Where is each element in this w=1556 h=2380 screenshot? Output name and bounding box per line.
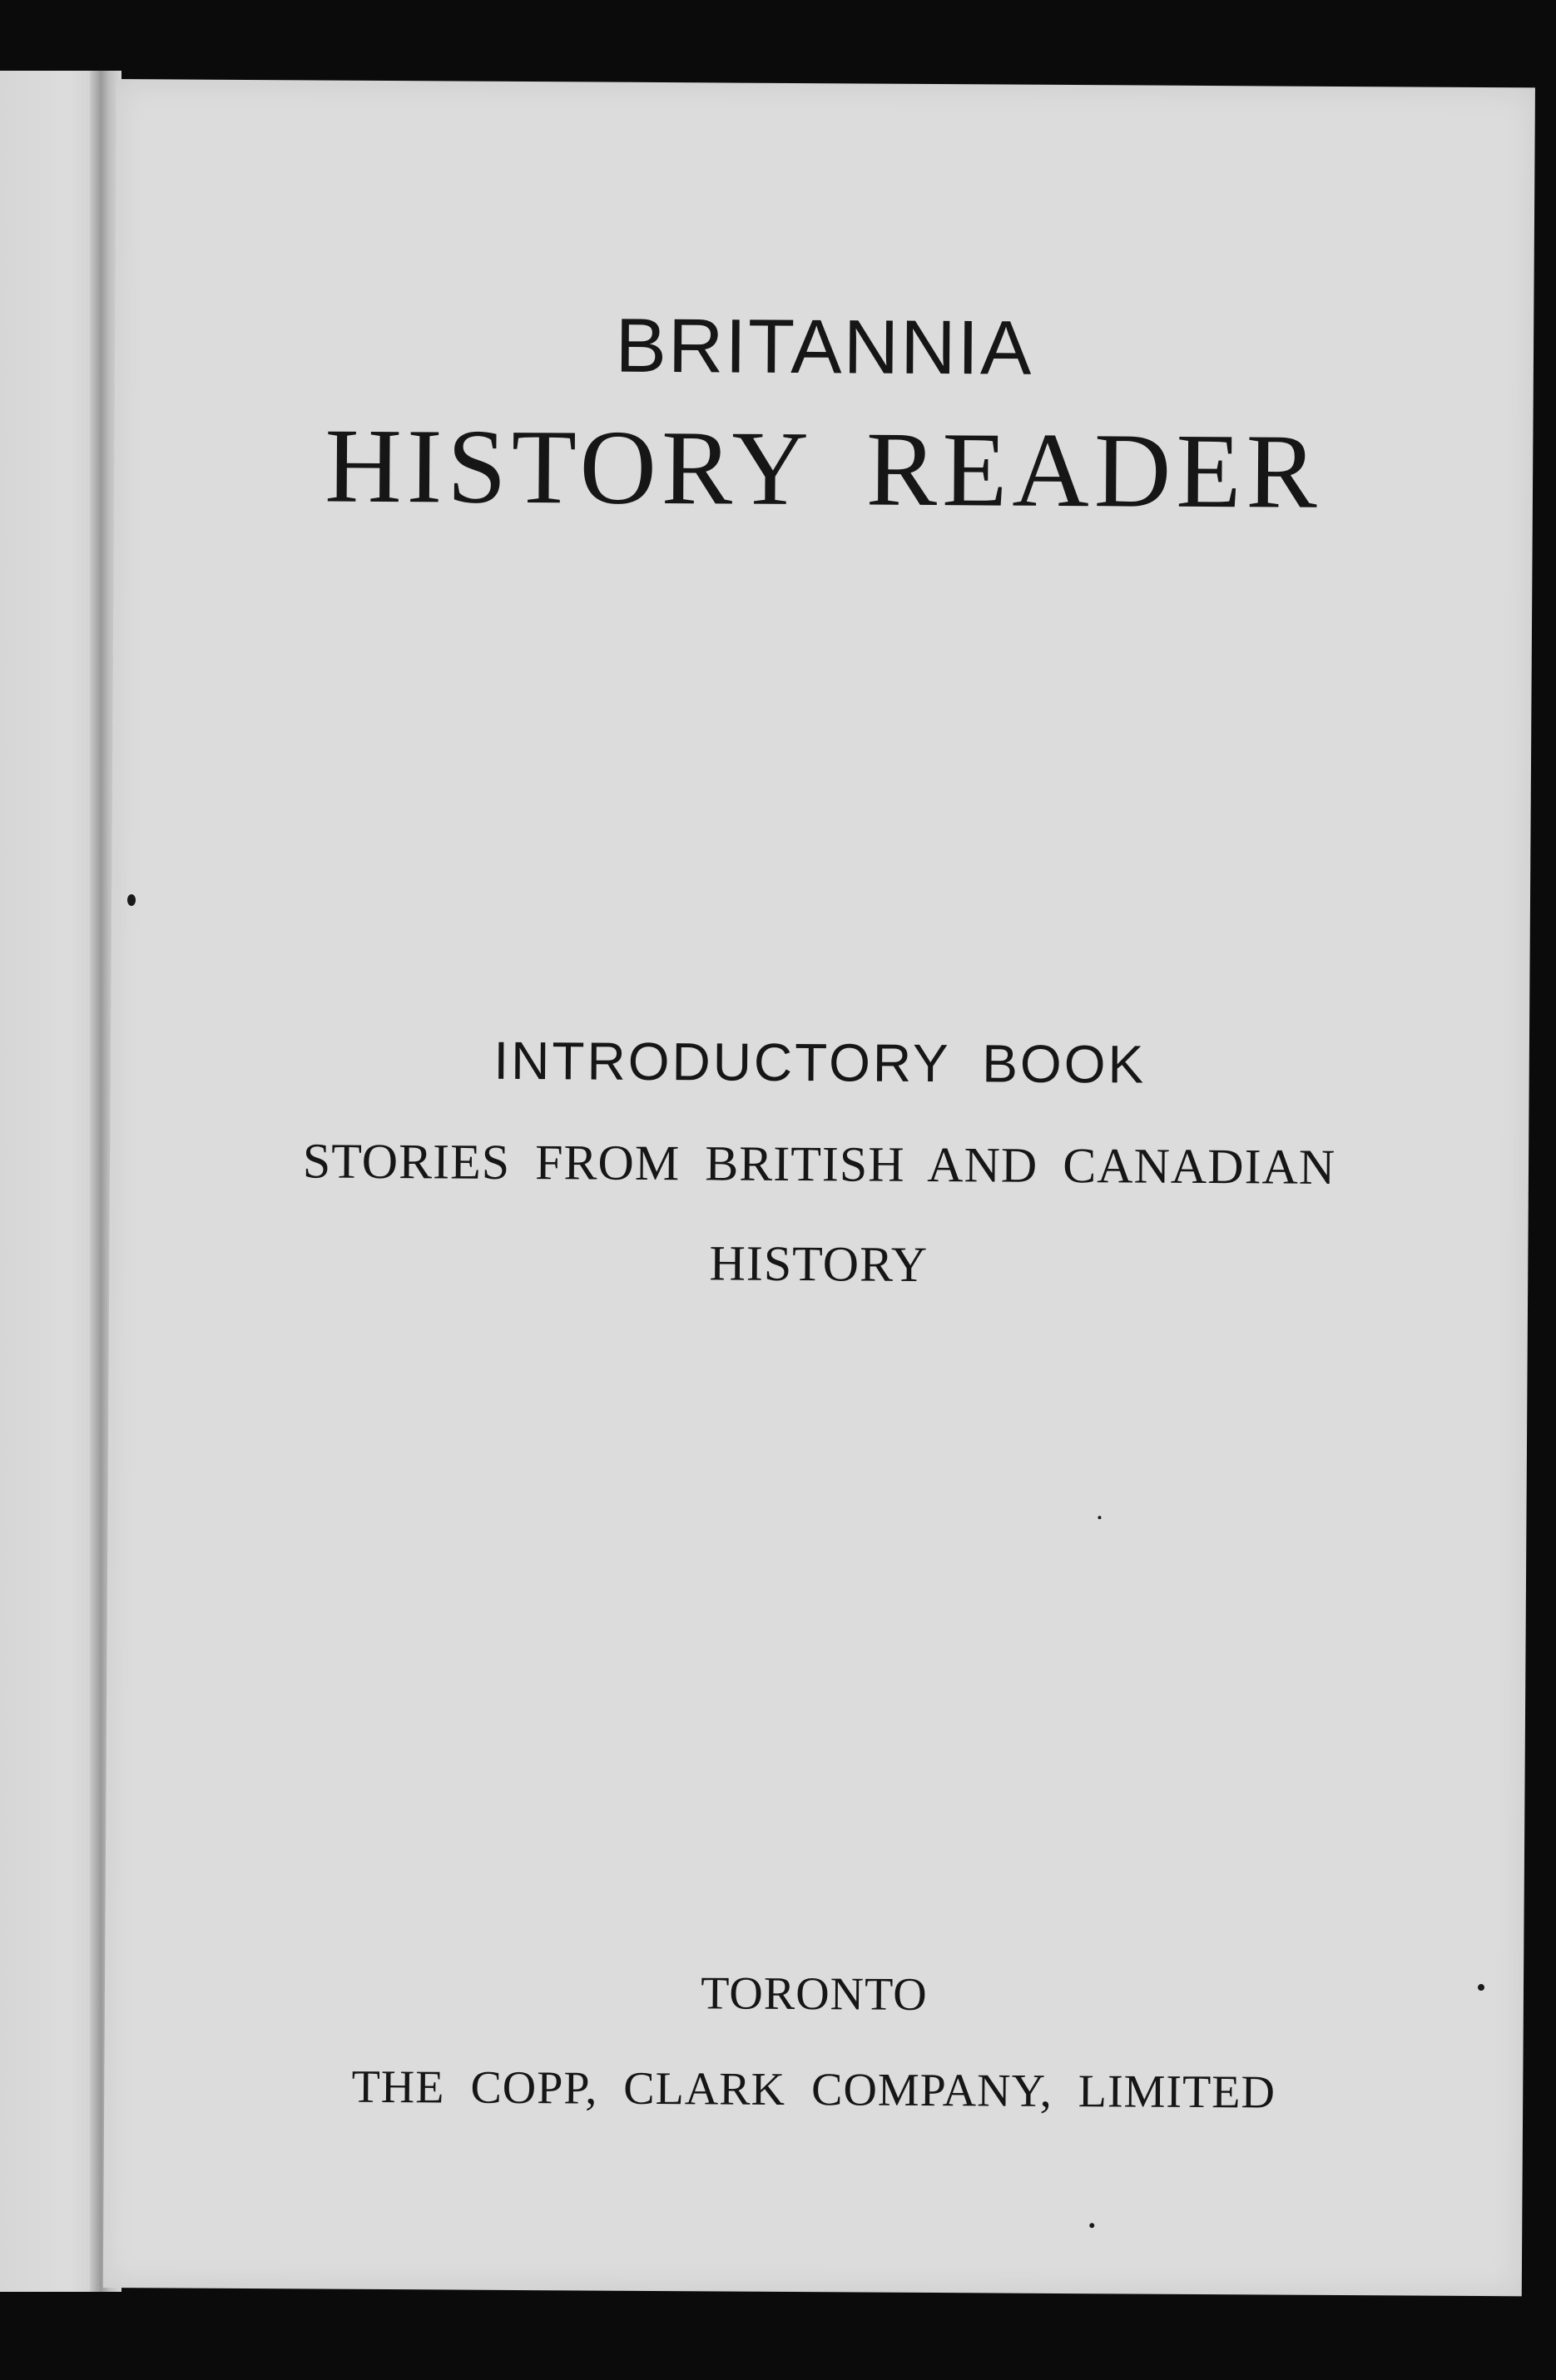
dust-speck — [1478, 1984, 1484, 1991]
title-page — [103, 79, 1535, 2296]
dust-speck — [1098, 1516, 1101, 1519]
dust-speck — [1489, 1976, 1497, 1983]
main-title: HISTORY READER — [324, 406, 1323, 531]
publisher-name: THE COPP, CLARK COMPANY, LIMITED — [351, 2061, 1276, 2119]
book-level: INTRODUCTORY BOOK — [493, 1030, 1147, 1095]
publication-place: TORONTO — [701, 1967, 928, 2021]
dust-speck — [127, 894, 136, 906]
subtitle-line-2: HISTORY — [709, 1235, 929, 1292]
dust-speck — [1089, 2223, 1094, 2228]
subtitle-line-1: STORIES FROM BRITISH AND CANADIAN — [302, 1133, 1336, 1195]
series-name: BRITANNIA — [615, 303, 1033, 391]
left-page-edge — [0, 71, 100, 2292]
